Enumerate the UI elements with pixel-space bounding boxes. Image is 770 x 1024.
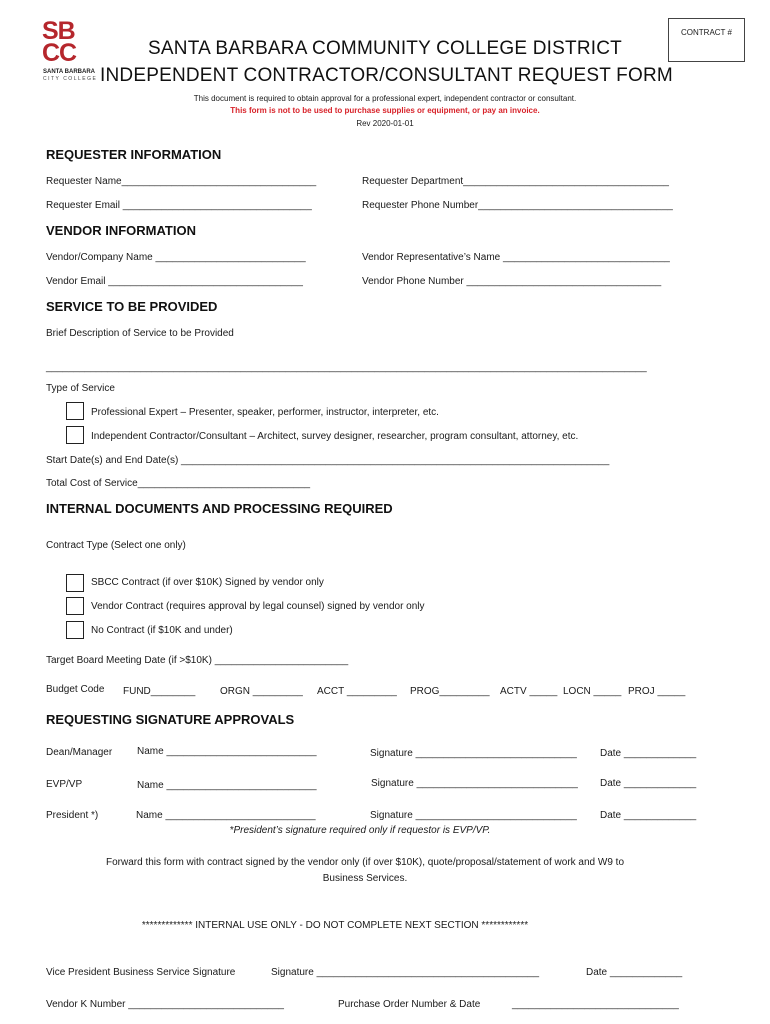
no-contract-checkbox[interactable] — [66, 621, 84, 639]
vp-date-field[interactable]: Date _____________ — [586, 967, 683, 978]
internal-use-banner: ************* INTERNAL USE ONLY - DO NOT COMPLETE NEXT SECTION ************ — [141, 920, 529, 931]
signature-date-president[interactable]: Date _____________ — [600, 810, 697, 821]
requester-department-field[interactable]: Requester Department_____________________________________ — [362, 176, 669, 187]
service-dates-field[interactable]: Start Date(s) and End Date(s) _____________________________________________________________________________ — [46, 455, 610, 466]
form-revision: Rev 2020-01-01 — [356, 119, 414, 128]
signature-sign-dean[interactable]: Signature _____________________________ — [370, 748, 577, 759]
requester-heading: REQUESTER INFORMATION — [46, 147, 222, 162]
vendor-rep-field[interactable]: Vendor Representative’s Name ______________________________ — [362, 252, 670, 263]
budget-locn-field[interactable]: LOCN _____ — [563, 686, 622, 697]
vendor-heading: VENDOR INFORMATION — [46, 223, 196, 238]
contract-type-label: Contract Type (Select one only) — [46, 540, 186, 551]
signature-role-evp: EVP/VP — [46, 779, 83, 790]
service-description-label: Brief Description of Service to be Provided — [46, 328, 234, 339]
vendor-contract-label: Vendor Contract (requires approval by legal counsel) signed by vendor only — [91, 601, 425, 612]
signatures-heading: REQUESTING SIGNATURE APPROVALS — [46, 712, 295, 727]
contractor-option-label: Independent Contractor/Consultant – Architect, survey designer, researcher, program consultant, attorney, etc. — [91, 431, 579, 442]
signature-date-evp[interactable]: Date _____________ — [600, 778, 697, 789]
budget-fund-field[interactable]: FUND________ — [123, 686, 196, 697]
budget-orgn-field[interactable]: ORGN _________ — [220, 686, 303, 697]
board-date-field[interactable]: Target Board Meeting Date (if >$10K) ________________________ — [46, 655, 349, 666]
budget-proj-field[interactable]: PROJ _____ — [628, 686, 686, 697]
contract-number-box[interactable] — [668, 18, 745, 62]
requester-email-field[interactable]: Requester Email __________________________________ — [46, 200, 312, 211]
form-title-line2: INDEPENDENT CONTRACTOR/CONSULTANT REQUEST FORM — [100, 65, 673, 86]
forward-instruction-line2: Business Services. — [322, 873, 408, 884]
form-title-line1: SANTA BARBARA COMMUNITY COLLEGE DISTRICT — [148, 38, 622, 59]
signature-name-dean[interactable]: Name ___________________________ — [137, 746, 317, 757]
signature-role-dean: Dean/Manager — [46, 747, 113, 758]
logo-subname: CITY COLLEGE — [43, 76, 98, 82]
vendor-phone-field[interactable]: Vendor Phone Number ___________________________________ — [362, 276, 662, 287]
vendor-email-field[interactable]: Vendor Email ___________________________________ — [46, 276, 303, 287]
po-number-label: Purchase Order Number & Date — [338, 999, 481, 1010]
po-number-field[interactable]: ______________________________ — [512, 999, 679, 1010]
sbcc-logo — [42, 17, 98, 67]
requester-phone-field[interactable]: Requester Phone Number___________________________________ — [362, 200, 673, 211]
signature-name-evp[interactable]: Name ___________________________ — [137, 780, 317, 791]
sbcc-contract-label: SBCC Contract (if over $10K) Signed by vendor only — [91, 577, 324, 588]
contractor-checkbox[interactable] — [66, 426, 84, 444]
signature-date-dean[interactable]: Date _____________ — [600, 748, 697, 759]
logo-name: SANTA BARBARA — [43, 69, 95, 75]
sbcc-contract-checkbox[interactable] — [66, 574, 84, 592]
expert-option-label: Professional Expert – Presenter, speaker, performer, instructor, interpreter, etc. — [91, 407, 439, 418]
form-intro: This document is required to obtain approval for a professional expert, independent contractor or consultant. — [193, 94, 577, 103]
signature-name-president[interactable]: Name ___________________________ — [136, 810, 316, 821]
budget-prog-field[interactable]: PROG_________ — [410, 686, 490, 697]
vendor-company-field[interactable]: Vendor/Company Name ___________________________ — [46, 252, 306, 263]
signature-sign-president[interactable]: Signature _____________________________ — [370, 810, 577, 821]
internal-docs-heading: INTERNAL DOCUMENTS AND PROCESSING REQUIRED — [46, 501, 393, 516]
expert-checkbox[interactable] — [66, 402, 84, 420]
signature-sign-evp[interactable]: Signature _____________________________ — [371, 778, 578, 789]
forward-instruction-line1: Forward this form with contract signed by the vendor only (if over $10K), quote/proposal/statement of work and W9 to — [105, 857, 625, 868]
budget-code-label: Budget Code — [46, 684, 105, 695]
service-type-label: Type of Service — [46, 383, 115, 394]
contract-number-label: CONTRACT # — [681, 28, 732, 37]
president-note: *President’s signature required only if requestor is EVP/VP. — [229, 825, 491, 836]
logo-letters-bottom: CC — [42, 39, 77, 67]
form-warning: This form is not to be used to purchase supplies or equipment, or pay an invoice. — [230, 106, 540, 115]
budget-acct-field[interactable]: ACCT _________ — [317, 686, 397, 697]
no-contract-label: No Contract (if $10K and under) — [91, 625, 233, 636]
requester-name-field[interactable]: Requester Name___________________________________ — [46, 176, 317, 187]
vendor-k-number-field[interactable]: Vendor K Number ____________________________ — [46, 999, 284, 1010]
service-heading: SERVICE TO BE PROVIDED — [46, 299, 218, 314]
signature-role-president: President *) — [46, 810, 99, 821]
vendor-contract-checkbox[interactable] — [66, 597, 84, 615]
logo-letters-top: SB — [42, 17, 75, 45]
total-cost-field[interactable]: Total Cost of Service_______________________________ — [46, 478, 311, 489]
service-description-field[interactable]: ____________________________________________________________________________________________________________ — [46, 362, 647, 373]
budget-actv-field[interactable]: ACTV _____ — [500, 686, 558, 697]
vp-signature-field[interactable]: Signature ________________________________________ — [271, 967, 540, 978]
vp-signature-label: Vice President Business Service Signature — [46, 967, 236, 978]
